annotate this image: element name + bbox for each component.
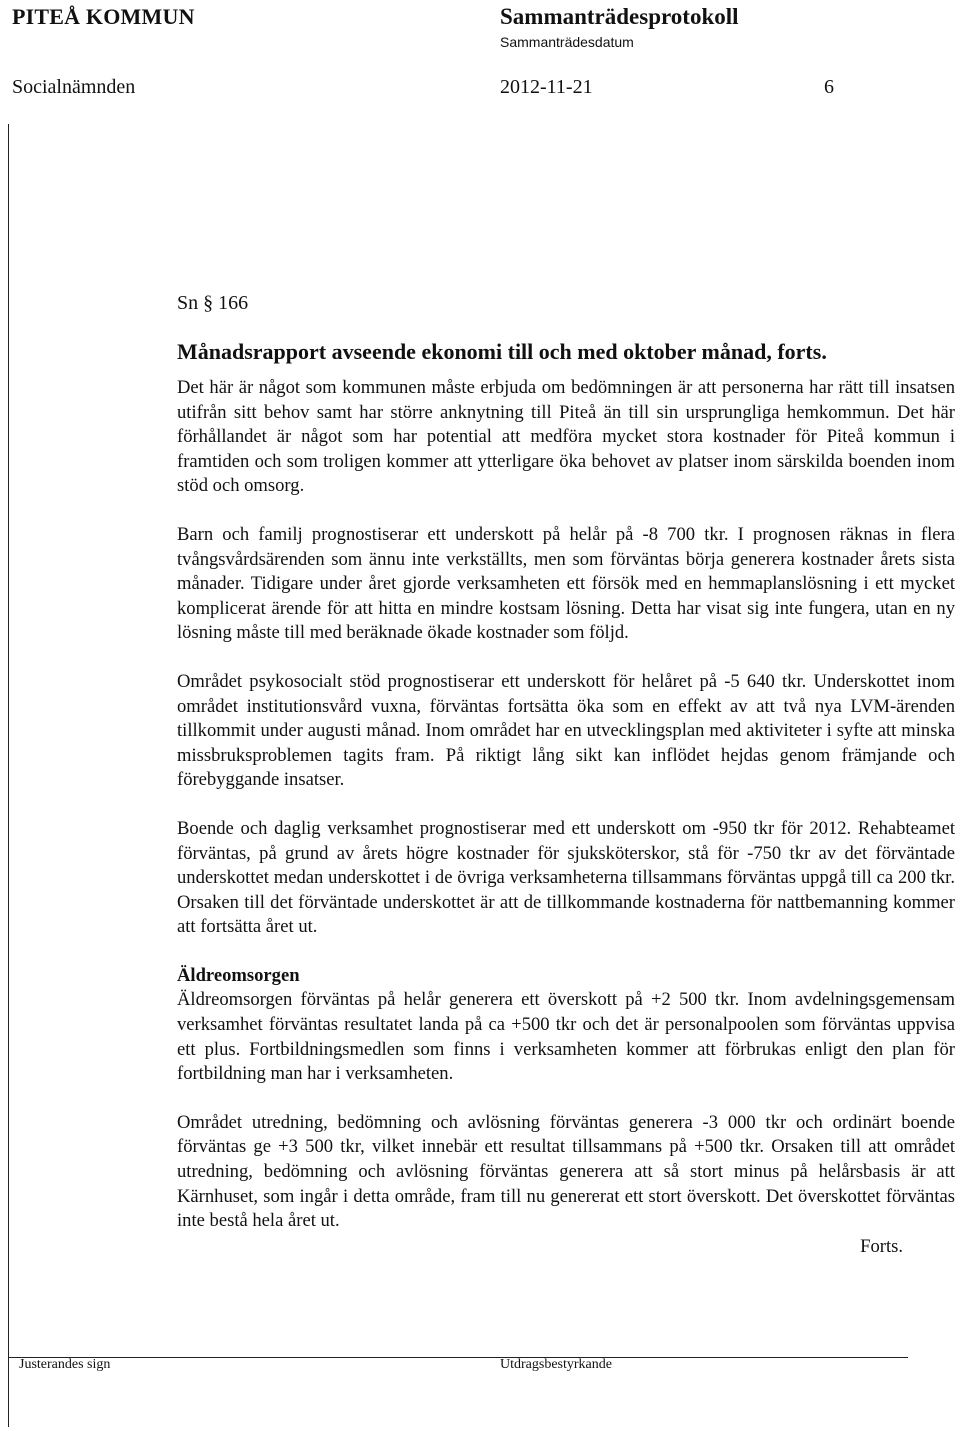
body-paragraph: Det här är något som kommunen måste erbjuda om bedömningen är att personerna har rätt till insatsen utifrån sitt behov samt har större anknytning till Piteå än till sin ursprungliga hemkommun. Det här förhållandet är något som har potential att medföra mycket stora kostnader för Piteå kommun i framtiden och som troligen kommer att ytterligare öka behovet av platser inom särskilda boenden inom stöd och omsorg.	[177, 377, 955, 497]
body-paragraph: Området utredning, bedömning och avlösning förväntas generera -3 000 tkr och ordinärt boende förväntas ge +3 500 tkr, vilket innebär ett resultat tillsammans på +500 tkr. Orsaken till att området utredning, bedömning och avlösning förväntas generera att så stort minus på helårsbasis är att Kärnhuset, som ingår i detta område, fram till nu genererat ett stort överskott. Det överskottet förväntas inte bestå hela året ut.	[177, 1111, 955, 1232]
footer-rule	[8, 1357, 908, 1358]
section-title: Månadsrapport avseende ekonomi till och med oktober månad, forts.	[177, 339, 827, 364]
body-paragraph: Äldreomsorgen förväntas på helår generera ett överskott på +2 500 tkr. Inom avdelningsgemensam verksamhet förväntas resultatet landa på ca +500 tkr och det är personalpoolen som förväntas uppvisa ett plus. Fortbildningsmedlen som finns i verksamheten kommer att förbrukas enligt den plan för fortbildning man har i verksamheten.	[177, 989, 955, 1085]
section-number: Sn § 166	[177, 292, 249, 314]
footer-signature-label: Justerandes sign	[19, 1357, 111, 1372]
page-number: 6	[824, 76, 834, 98]
footer-certification-label: Utdragsbestyrkande	[500, 1357, 612, 1372]
body-paragraph: Barn och familj prognostiserar ett underskott på helår på -8 700 tkr. I prognosen räknas in flera tvångsvårdsärenden som ännu inte verkställts, men som förväntas börja generera kostnader årets sista månader. Tidigare under året gjorde verksamheten ett försök med en hemmaplanslösning i ett mycket komplicerat ärende för att hitta en mindre kostsam lösning. Detta har visat sig inte fungera, utan en ny lösning måste till med beräknade ökade kostnader som följd.	[177, 523, 955, 644]
left-margin-rule	[8, 124, 9, 1427]
committee-name: Socialnämnden	[12, 76, 136, 98]
meeting-date: 2012-11-21	[500, 76, 593, 98]
organization-name: PITEÅ KOMMUN	[12, 4, 195, 29]
body-paragraph: Området psykosocialt stöd prognostiserar ett underskott för helåret på -5 640 tkr. Underskottet inom området institutionsvård vuxna, förväntas fortsätta öka som en effekt av att två nya LVM-ärenden tillkommit under augusti månad. Inom området har en utvecklingsplan med aktiviteter i syfte att minska missbruksproblemen tagits fram. På riktigt lång sikt kan inflödet hejdas genom främjande och förebyggande insatser.	[177, 670, 955, 791]
document-date-label: Sammanträdesdatum	[500, 34, 634, 50]
subsection-heading: Äldreomsorgen	[177, 964, 300, 986]
document-body	[177, 290, 955, 1259]
body-paragraph: Boende och daglig verksamhet prognostiserar med ett underskott om -950 tkr för 2012. Rehabteamet förväntas, på grund av årets högre kostnader för sjuksköterskor, stå för -750 tkr av det förväntade underskottet medan underskottet i de övriga verksamheterna tillsammans förväntas uppgå till ca 200 tkr. Orsaken till det förväntade underskottet är att de tillkommande kostnaderna för nattbemanning kommer att fortsätta året ut.	[177, 817, 955, 938]
document-type: Sammanträdesprotokoll	[500, 4, 739, 29]
continued-marker: Forts.	[860, 1235, 903, 1257]
